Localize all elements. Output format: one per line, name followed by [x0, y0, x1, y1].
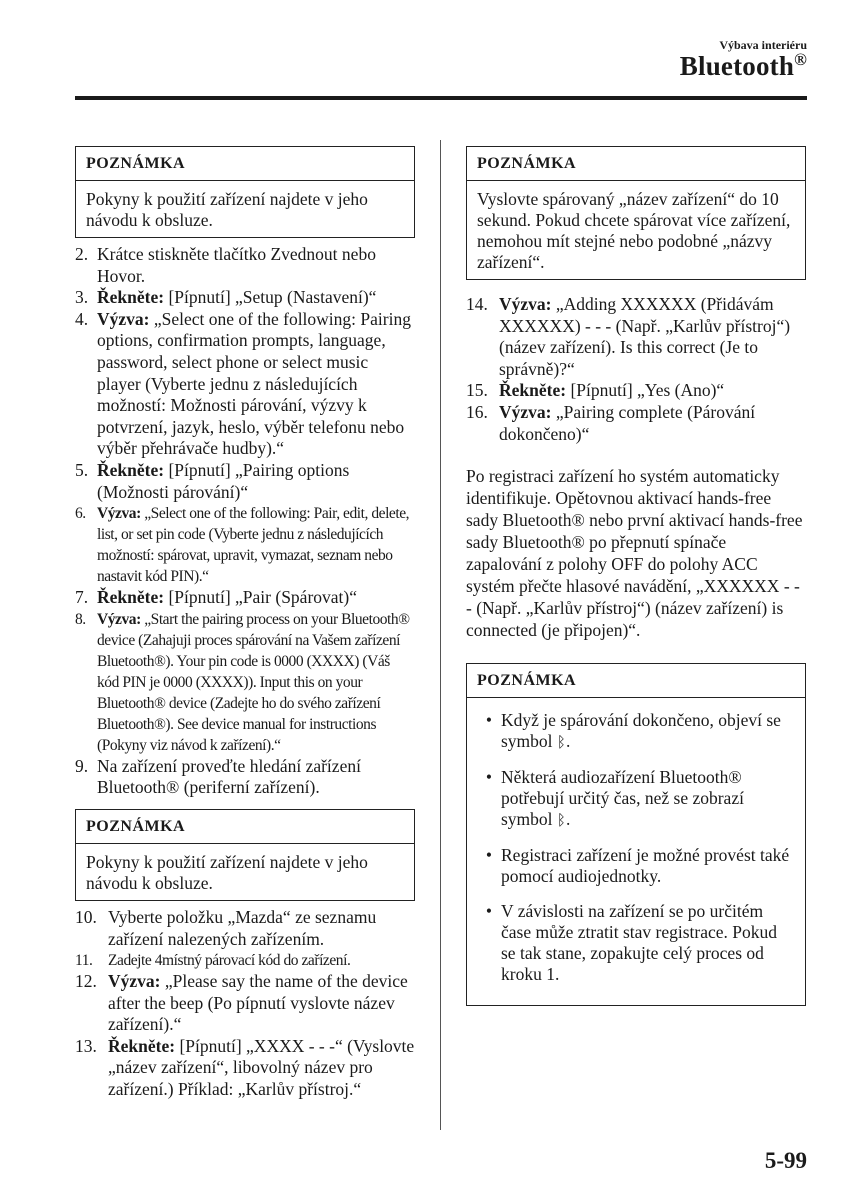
step-text — [97, 503, 415, 587]
bullet-item — [477, 845, 795, 887]
registration-paragraph: Po registraci zařízení ho systém automaticky identifikuje. Opětovnou aktivací hands-free sady Bluetooth® nebo první aktivací hands-free sady Bluetooth® po přepnutí spínače zapalování z polohy OFF do polohy ACC systém přečte hlasové navádění, „XXXXXX - - - (Např. „Karlův přístroj“) (název zařízení) is connected (je připojen)“. — [466, 466, 803, 641]
step-keyword: Výzva: — [499, 401, 552, 422]
bullet-item — [477, 710, 795, 753]
bullet-text: V závislosti na zařízení se po určitém čase může ztratit stav registrace. Pokud se tak stane, zopakujte celý proces od kroku 1. — [501, 901, 778, 985]
step-text — [499, 380, 806, 402]
step-text — [499, 294, 806, 380]
step-number: 16. — [466, 401, 488, 422]
step-item — [75, 287, 415, 309]
step-number: 6. — [75, 505, 86, 523]
step-number: 4. — [75, 308, 89, 329]
step-keyword: Výzva: — [499, 294, 552, 314]
step-item — [75, 1036, 415, 1101]
step-text — [499, 402, 806, 445]
step-text — [108, 971, 415, 1036]
step-item — [75, 587, 415, 609]
bullet-dot: • — [485, 767, 493, 788]
step-text — [97, 460, 415, 503]
step-body: „Pairing complete (Párování dokončeno)“ — [499, 401, 756, 444]
step-item — [75, 907, 415, 950]
step-keyword: Výzva: — [97, 505, 141, 523]
note-body — [467, 698, 805, 1005]
step-number: 10. — [75, 906, 97, 927]
step-body: „Please say the name of the device after the beep (Po pípnutí vyslovte název zařízení).“ — [108, 971, 408, 1035]
step-number: 2. — [75, 244, 89, 264]
step-body: „Select one of the following: Pairing options, confirmation prompts, language, password, select phone or select music player (Vyberte jednu z následujících možností: Možnosti párování, výzvy k potvrzení, jazyk, heslo, výběr telefonu nebo výběr přehrávače hudby).“ — [97, 308, 411, 459]
bluetooth-icon: ᛒ — [556, 811, 566, 830]
step-body: [Pípnutí] „XXXX - - -“ (Vyslovte „název zařízení“, libovolný název pro zařízení.) Příklad: „Karlův přístroj.“ — [108, 1035, 415, 1100]
bullet-dot: • — [485, 845, 493, 866]
bullet-text-end: . — [565, 809, 571, 830]
step-keyword: Výzva: — [108, 971, 161, 992]
step-body: „Select one of the following: Pair, edit, delete, list, or set pin code (Vyberte jednu z následujících možností: spárovat, upravit, vymazat, seznam nebo nastavit kód PIN).“ — [97, 505, 410, 586]
bullet-item — [477, 767, 795, 831]
step-text — [97, 309, 415, 460]
step-item — [466, 380, 806, 402]
step-text — [108, 1036, 415, 1101]
step-list — [75, 907, 415, 1101]
step-item — [75, 756, 415, 799]
step-item — [75, 950, 415, 971]
bullet-text — [501, 710, 795, 753]
bullet-list — [477, 710, 795, 985]
step-body: [Pípnutí] „Setup (Nastavení)“ — [164, 287, 377, 308]
step-keyword: Řekněte: — [108, 1035, 176, 1056]
step-number: 14. — [466, 294, 488, 314]
step-text: Zadejte 4místný párovací kód do zařízení. — [108, 952, 351, 970]
step-number: 12. — [75, 971, 97, 992]
bullet-text: Registraci zařízení je možné provést také pomocí audiojednotky. — [501, 845, 790, 887]
step-keyword: Řekněte: — [97, 459, 165, 480]
left-column — [75, 146, 415, 1111]
note-box — [75, 146, 415, 238]
bullet-text-part: Když je spárování dokončeno, objeví se symbol — [501, 710, 781, 752]
note-box — [466, 663, 806, 1006]
step-body: [Pípnutí] „Pairing options (Možnosti párování)“ — [97, 459, 350, 502]
step-keyword: Výzva: — [97, 610, 141, 628]
step-number: 13. — [75, 1035, 97, 1056]
bullet-text — [501, 767, 795, 831]
step-item — [466, 402, 806, 445]
step-number: 11. — [75, 952, 93, 970]
step-body: [Pípnutí] „Yes (Ano)“ — [566, 380, 725, 401]
step-item — [75, 460, 415, 503]
step-item — [75, 244, 415, 287]
note-text: Vyslovte spárovaný „název zařízení“ do 10 sekund. Pokud chcete spárovat více zařízení, nemohou mít stejné nebo podobné „názvy zařízení“. — [477, 189, 791, 272]
note-heading: POZNÁMKA — [467, 664, 805, 698]
bullet-item — [477, 901, 795, 985]
bluetooth-icon: ᛒ — [556, 733, 566, 752]
step-text — [97, 609, 415, 756]
step-keyword: Řekněte: — [97, 287, 165, 308]
step-item — [75, 609, 415, 756]
step-list — [75, 244, 415, 799]
step-text: Vyberte položku „Mazda“ ze seznamu zařízení nalezených zařízením. — [108, 906, 377, 949]
step-text: Krátce stiskněte tlačítko Zvednout nebo Hovor. — [97, 244, 376, 286]
step-item — [75, 309, 415, 460]
note-heading: POZNÁMKA — [76, 147, 414, 181]
step-keyword: Řekněte: — [97, 587, 165, 608]
step-keyword: Řekněte: — [499, 380, 567, 401]
page-number: 5-99 — [764, 1148, 807, 1173]
header-section: Výbava interiéru — [719, 38, 807, 52]
registered-mark: ® — [794, 50, 807, 69]
note-heading: POZNÁMKA — [76, 810, 414, 844]
step-text — [97, 287, 415, 309]
note-box — [75, 809, 415, 901]
step-number: 3. — [75, 287, 89, 308]
column-divider — [440, 140, 441, 1130]
bullet-text-part: Některá audiozařízení Bluetooth® potřebují určitý čas, než se zobrazí symbol — [501, 767, 744, 830]
step-text — [97, 587, 415, 609]
page-title-text: Bluetooth — [679, 51, 795, 81]
bullet-text-end: . — [565, 731, 571, 752]
header-rule — [75, 96, 807, 100]
step-body: „Adding XXXXXX (Přidávám XXXXXX) - - - (Např. „Karlův přístroj“) (název zařízení). Is this correct (Je to správně)?“ — [499, 294, 791, 379]
bullet-dot: • — [485, 901, 493, 922]
note-heading: POZNÁMKA — [467, 147, 805, 181]
step-number: 15. — [466, 380, 488, 401]
step-number: 5. — [75, 459, 89, 480]
note-box — [466, 146, 806, 280]
step-body: „Start the pairing process on your Bluetooth® device (Zahajuji proces spárování na Vašem zařízení Bluetooth®). Your pin code is 0000 (XXXX) (Váš kód PIN je 0000 (XXXX)). Input this on your Bluetooth® device (Zadejte ho do svého zařízení Bluetooth®). See device manual for instructions (Pokyny viz návod k zařízení).“ — [97, 610, 410, 754]
step-number: 8. — [75, 610, 86, 628]
step-item — [466, 294, 806, 380]
right-column — [466, 146, 806, 1012]
step-keyword: Výzva: — [97, 308, 150, 329]
bullet-dot: • — [485, 710, 493, 731]
page-title — [680, 50, 807, 82]
step-item — [75, 503, 415, 587]
note-text: Pokyny k použití zařízení najdete v jeho návodu k obsluze. — [86, 851, 368, 893]
step-text: Na zařízení proveďte hledání zařízení Bluetooth® (periferní zařízení). — [97, 755, 361, 798]
step-number: 7. — [75, 587, 89, 608]
note-text: Pokyny k použití zařízení najdete v jeho návodu k obsluze. — [86, 189, 368, 230]
step-body: [Pípnutí] „Pair (Spárovat)“ — [164, 587, 357, 608]
step-number: 9. — [75, 755, 89, 776]
step-list — [466, 294, 806, 445]
step-item — [75, 971, 415, 1036]
